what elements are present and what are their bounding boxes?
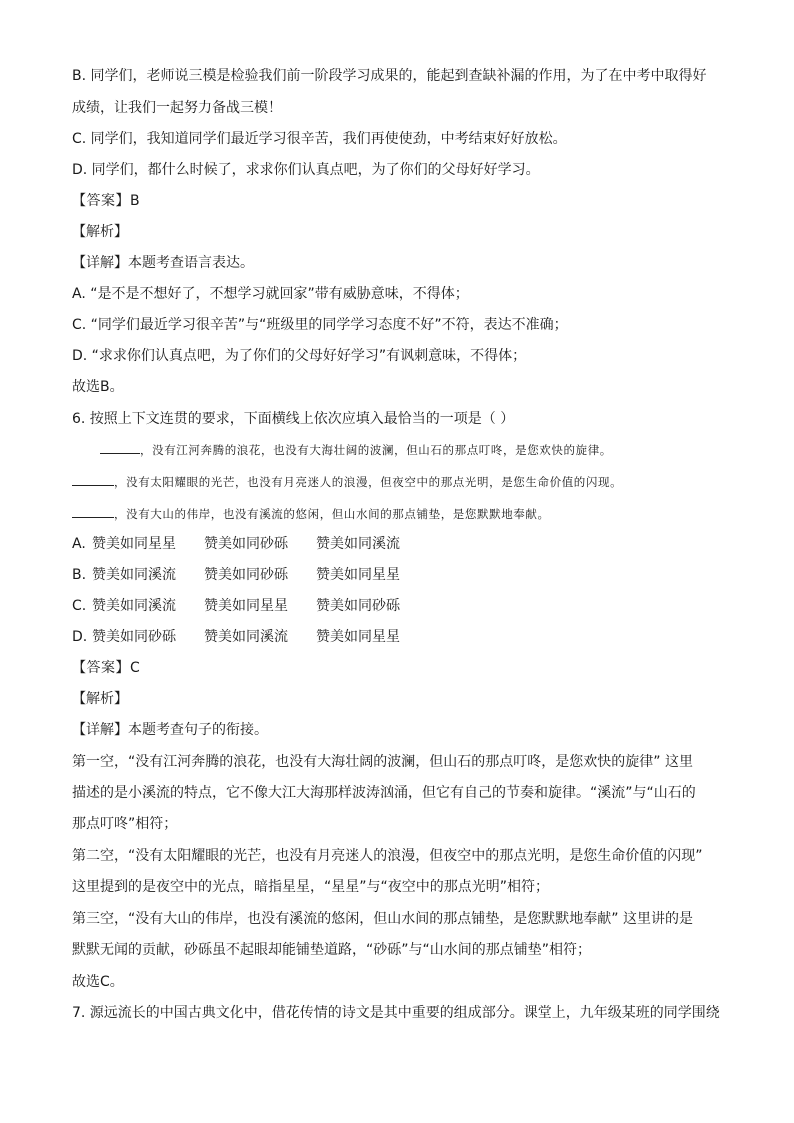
option-choice: 赞美如同砂砾: [316, 598, 400, 614]
q5-analysis-d: D. “求求你们认真点吧，为了你们的父母好好学习”有讽刺意味，不得体；: [72, 348, 527, 364]
option-choice: 赞美如同星星: [316, 567, 400, 583]
fill-blank: [72, 473, 114, 486]
q6-detail: 【详解】本题考查句子的衔接。: [72, 722, 268, 738]
fill-blank: [72, 505, 114, 518]
option-choice: 赞美如同星星: [316, 629, 400, 645]
q6-poem-line: [72, 472, 722, 492]
option-choice: 赞美如同砂砾: [204, 567, 288, 583]
q5-option-d: D. 同学们，都什么时候了，求求你们认真点吧，为了你们的父母好好学习。: [72, 162, 540, 178]
q6-option-d: [72, 627, 722, 647]
poem-text: ，没有太阳耀眼的光芒，也没有月亮迷人的浪漫，但夜空中的那点光明，是您生命价值的闪现。: [114, 475, 623, 489]
q5-option-c: C. 同学们，我知道同学们最近学习很辛苦，我们再使使劲，中考结束好好放松。: [72, 131, 567, 147]
option-letter: C.: [72, 598, 87, 614]
option-choice: 赞美如同砂砾: [204, 536, 288, 552]
q6-explanation-line: 第一空，“没有江河奔腾的浪花，也没有大海壮阔的波澜，但山石的那点叮咚，是您欢快的旋律” 这里: [72, 754, 693, 770]
q5-analysis-label: 【解析】: [72, 224, 128, 240]
q6-answer: [72, 658, 722, 678]
q5-answer: [72, 191, 722, 211]
option-choice: 赞美如同溪流: [92, 567, 176, 583]
poem-text: ，没有大山的伟岸，也没有溪流的悠闲，但山水间的那点铺垫，是您默默地奉献。: [114, 507, 550, 521]
q6-conclusion: 故选C。: [72, 974, 124, 990]
option-choice: 赞美如同星星: [92, 536, 176, 552]
q6-explanation-line: 默默无闻的贡献，砂砾虽不起眼却能铺垫道路，“砂砾”与“山水间的那点铺垫”相符；: [72, 942, 592, 958]
q6-poem-line: [100, 440, 750, 460]
option-letter: B.: [72, 567, 87, 583]
q6-explanation-line: 第三空，“没有大山的伟岸，也没有溪流的悠闲，但山水间的那点铺垫，是您默默地奉献” 这里讲的是: [72, 911, 693, 927]
q6-option-b: [72, 565, 722, 585]
q6-stem: 6. 按照上下文连贯的要求，下面横线上依次应填入最恰当的一项是（ ）: [72, 411, 515, 427]
answer-value: B: [130, 193, 140, 209]
q5-detail: 【详解】本题考查语言表达。: [72, 255, 254, 271]
option-choice: 赞美如同溪流: [316, 536, 400, 552]
q6-option-c: [72, 596, 722, 616]
option-choice: 赞美如同溪流: [204, 629, 288, 645]
fill-blank: [100, 441, 140, 454]
q6-explanation-line: 描述的是小溪流的特点，它不像大江大海那样波涛汹涌，但它有自己的节奏和旋律。“溪流”与“山石的: [72, 785, 696, 801]
q6-explanation-line: 那点叮咚”相符；: [72, 816, 178, 832]
option-choice: 赞美如同星星: [204, 598, 288, 614]
answer-label: 【答案】: [72, 660, 130, 676]
q5-analysis-c: C. “同学们最近学习很辛苦”与“班级里的同学学习态度不好”不符，表达不准确；: [72, 317, 568, 333]
q6-poem-line: [72, 504, 722, 524]
poem-text: ，没有江河奔腾的浪花，也没有大海壮阔的波澜，但山石的那点叮咚，是您欢快的旋律。: [140, 443, 612, 457]
q5-analysis-a: A. “是不是不想好了，不想学习就回家”带有威胁意味，不得体；: [72, 286, 469, 302]
answer-value: C: [130, 660, 140, 676]
option-choice: 赞美如同砂砾: [92, 629, 176, 645]
q6-option-a: [72, 534, 722, 554]
option-letter: D.: [72, 629, 88, 645]
answer-label: 【答案】: [72, 193, 130, 209]
q6-analysis-label: 【解析】: [72, 691, 128, 707]
q7-stem: 7. 源远流长的中国古典文化中，借花传情的诗文是其中重要的组成部分。课堂上，九年级某班的同学围绕: [72, 1005, 720, 1021]
q6-explanation-line: 第二空，“没有太阳耀眼的光芒，也没有月亮迷人的浪漫，但夜空中的那点光明，是您生命价值的闪现”: [72, 848, 703, 864]
q6-explanation-line: 这里提到的是夜空中的光点，暗指星星，“星星”与“夜空中的那点光明”相符；: [72, 879, 550, 895]
q5-option-b-line1: B. 同学们，老师说三模是检验我们前一阶段学习成果的，能起到查缺补漏的作用，为了在中考中取得好: [72, 68, 707, 84]
option-choice: 赞美如同溪流: [92, 598, 176, 614]
q5-option-b-line2: 成绩，让我们一起努力备战三模！: [72, 100, 282, 116]
option-letter: A.: [72, 536, 86, 552]
q5-conclusion: 故选B。: [72, 379, 124, 395]
